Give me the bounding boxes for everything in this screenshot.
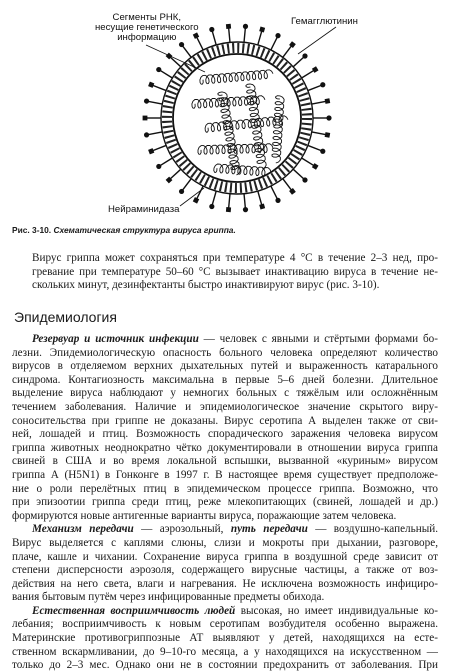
intro-line: скольких минут, дезинфектанты быстро инактивируют вирус (рис. 3-10).: [32, 279, 380, 292]
hemagglutinin-spike: [259, 27, 265, 33]
rna-coil: [214, 164, 271, 176]
paragraph-line: ственном вскармливании, до 9–10-го месяца, а у находящихся на искусственном —: [12, 645, 438, 658]
paragraph-line: только до 2–3 мес. Однако они не в состоянии предохранить от заболевания. При: [12, 659, 438, 672]
neuraminidase-spike: [320, 149, 325, 154]
paragraph-line: гриппа животных неоднократно чётко документировали в отношении вируса гриппа: [12, 441, 438, 454]
figure-caption: [12, 225, 236, 235]
hemagglutinin-spike: [259, 204, 265, 210]
paragraph-line: выделение вируса наблюдают у немногих больных с тяжёлым или осложнённым: [12, 387, 438, 400]
neuraminidase-spike: [243, 207, 248, 212]
paragraph-line: Естественная восприимчивость людей высокая, но имеет индивидуальные ко-: [32, 604, 439, 617]
neuraminidase-spike: [144, 98, 149, 103]
hemagglutinin-spike: [193, 197, 199, 203]
caption-number: Рис. 3-10.: [12, 225, 52, 235]
neuraminidase-spike: [144, 132, 149, 137]
term-mechanism: Механизм передачи: [32, 523, 134, 536]
label-hemagglutinin: Гемагглютинин: [291, 16, 358, 27]
term-susceptibility: Естественная восприимчивость людей: [32, 604, 236, 617]
paragraph-line: формируются новые антигенные варианты вируса, поражающие затем человека.: [12, 509, 397, 522]
neuraminidase-spike: [156, 67, 161, 72]
term-route: путь передачи: [230, 523, 308, 536]
hemagglutinin-spike: [312, 66, 319, 73]
paragraph-line: лезни. Эпидемиологическую опасность больного человека определяют количество: [12, 346, 438, 359]
influenza-virus-figure: [0, 0, 458, 222]
hemagglutinin-spike: [312, 163, 319, 170]
paragraph-line: Механизм передачи — аэрозольный, путь передачи — воздушно-капельный.: [32, 523, 439, 536]
neuraminidase-spike: [179, 189, 184, 194]
label-rna-line-2: несущие генетического: [95, 22, 199, 33]
paragraph-line: степени дисперсности аэрозоля, содержащего вирусные частицы, а также от воз-: [12, 564, 438, 577]
neuraminidase-spike: [302, 53, 307, 58]
paragraph-line: Резервуар и источник инфекции — человек с явными и стёртыми формами бо-: [32, 333, 438, 345]
neuraminidase-spike: [275, 198, 280, 203]
rna-coil: [218, 92, 240, 175]
paragraph-line: свиней в США и во время локальной вспышки, вызванной «куриным» вирусом: [12, 455, 438, 468]
envelope-outer-ring: [161, 42, 313, 194]
section-heading: Эпидемиология: [14, 309, 117, 325]
neuraminidase-spike: [243, 24, 248, 29]
rna-coil: [205, 116, 288, 132]
neuraminidase-spike: [209, 27, 214, 32]
neuraminidase-spike: [156, 164, 161, 169]
hemagglutinin-spike: [226, 207, 231, 212]
label-rna-segments: [95, 13, 199, 43]
hemagglutinin-spike: [143, 116, 148, 121]
intro-line: гревание при температуре 50–60 °С вызывает инактивацию вируса в течение не-: [32, 265, 438, 278]
rna-coil: [200, 70, 273, 84]
hemagglutinin-spike: [325, 132, 331, 138]
intro-line: Вирус гриппа может сохраняться при температуре 4 °С в течение 2–3 нед, про-: [32, 252, 438, 264]
paragraph-line: ней, лошадей и птиц. Возможность спорадического заражения человека вирусом: [12, 428, 438, 441]
hemagglutinin-spike: [148, 82, 154, 88]
paragraph-line: плаче, кашле и чихании. Сохранение вируса гриппа в воздушной среде зависит от: [12, 550, 438, 563]
neuraminidase-spike: [326, 115, 331, 120]
paragraph-line: при эпизоотии гриппа среди птиц, реже млекопитающих (свиней, лошадей и др.): [12, 496, 438, 509]
paragraph-line: ние о роли перелётных птиц в эпидемическом процессе гриппа. Возможно, что: [12, 482, 438, 495]
paragraph-line: соносительства при гриппе не доказаны. Вирус серотипа А выделен также от сви-: [12, 414, 438, 427]
neuraminidase-spike: [275, 33, 280, 38]
hemagglutinin-spike: [148, 148, 154, 154]
paragraph-line: действия на него света, влаги и нагревания. Не исключена возможность инфициро-: [12, 577, 438, 590]
caption-text: Схематическая структура вируса гриппа.: [53, 225, 236, 235]
paragraph-line: вирусов в отделяемом верхних дыхательных путей и выраженность катарального: [12, 360, 438, 373]
intro-paragraph: [32, 252, 438, 293]
rna-leader-line: [146, 45, 205, 72]
paragraph-line: лебания; восприимчивость к новым серотипам возбудителя особенно выражена.: [12, 618, 438, 631]
hemagglutinin-leader-line: [298, 27, 336, 54]
paragraph-line: вания бытовым путём через инфицированные предметы обихода.: [12, 591, 325, 604]
neuraminidase-spike: [302, 177, 307, 182]
label-rna-line-1: Сегменты РНК,: [112, 12, 182, 23]
hemagglutinin-spike: [325, 98, 331, 104]
rna-segments: [192, 70, 288, 176]
neuraminidase-spike: [209, 204, 214, 209]
neuraminidase-spike: [320, 82, 325, 87]
paragraph-line: гриппа А (H5N1) в Гонконге в 1997 г. В настоящее время существует предположе-: [12, 468, 438, 481]
label-rna-line-3: информацию: [117, 32, 177, 43]
paragraph-line: Вирус выделяется с каплями слюны, слизи и мокроты при дыхании, разговоре,: [12, 536, 438, 549]
term-reservoir: Резервуар и источник инфекции: [32, 333, 199, 345]
paragraph-line: течением заболевания. Наличие и эпидемиологическое значение скрытого виру-: [12, 400, 438, 413]
epidemiology-text: [12, 333, 438, 672]
virus-diagram: [0, 0, 458, 222]
rna-coil: [272, 96, 284, 163]
hemagglutinin-spike: [226, 24, 231, 29]
paragraph-line: Материнские противогриппозные АТ выявляют у детей, находящихся на есте-: [12, 632, 438, 645]
paragraph-line: синдрома. Контагиозность максимальна в первые 5–6 дней болезни. Длительное: [12, 373, 438, 386]
label-neuraminidase: Нейраминидаза: [108, 204, 180, 215]
